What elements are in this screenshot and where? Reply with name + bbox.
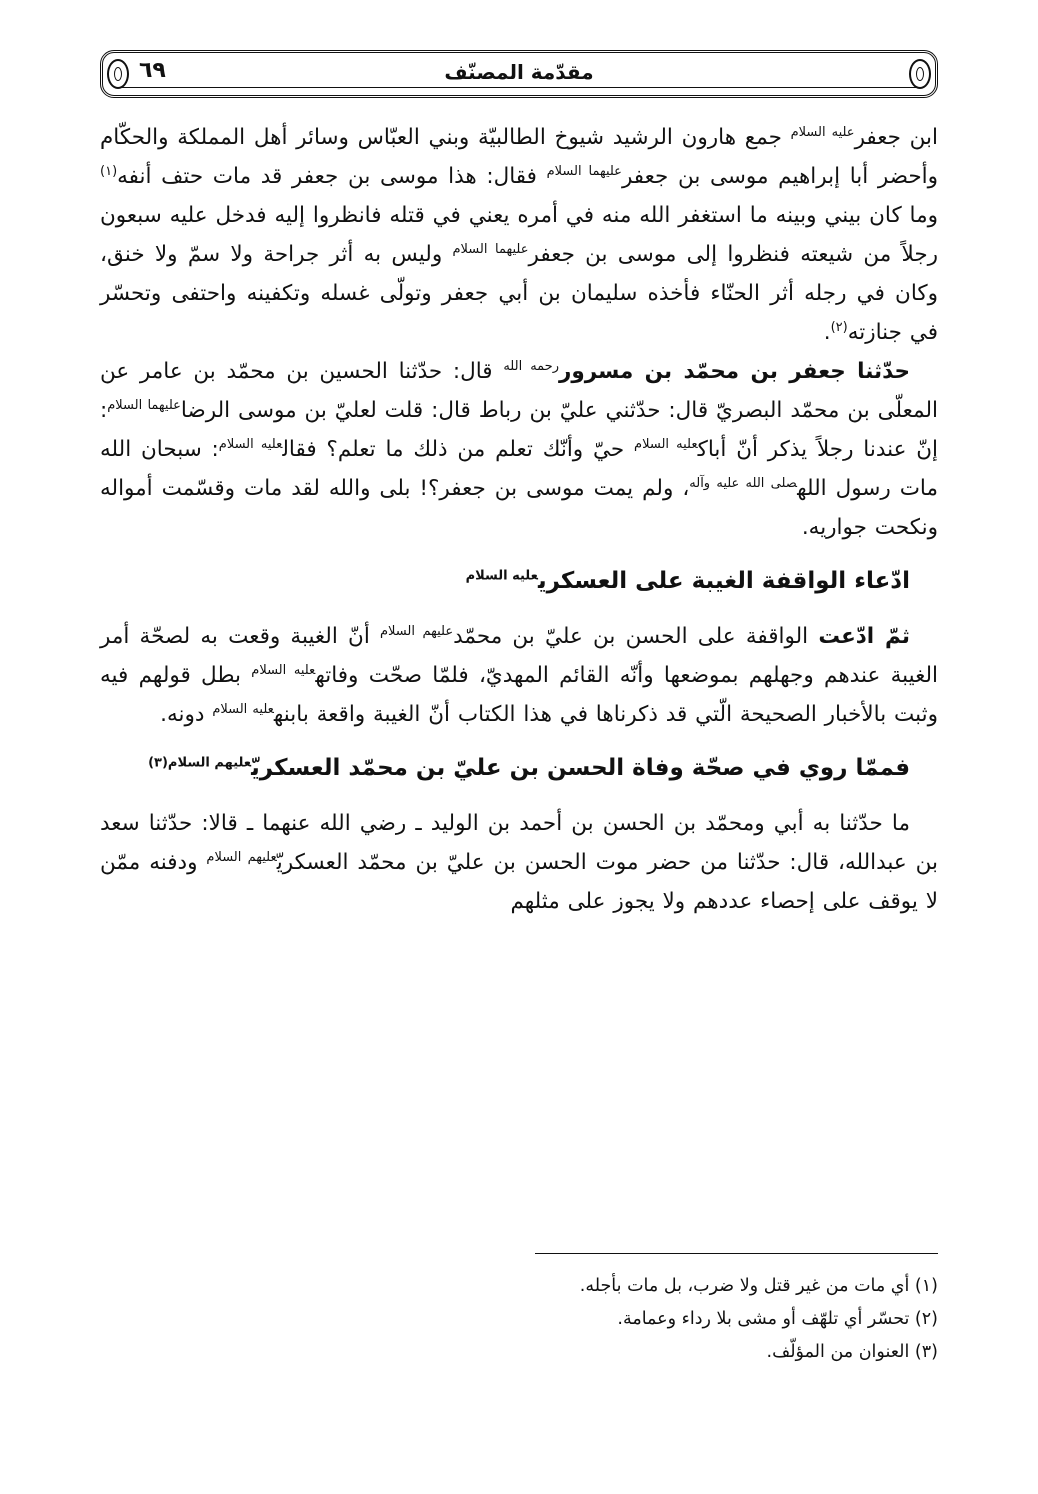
honorific: عليه السلام <box>212 701 274 717</box>
paragraph-3-text: دونه. <box>160 702 213 727</box>
section-heading-2-text: فممّا روي في صحّة وفاة الحسن بن عليّ بن محمّد العسكريّ <box>251 755 910 781</box>
page-number: ٦٩ <box>139 58 166 83</box>
section-heading-1-text: ادّعاء الواقفة الغيبة على العسكري <box>537 568 910 594</box>
paragraph-1-text: ابن جعفر <box>854 125 938 150</box>
honorific: عليه السلام <box>634 436 698 452</box>
paragraph-1-text: وليس به أثر جراحة ولا سمّ ولا خنق، وكان في رجله أثر الحنّاء فأخذه سليمان بن أبي جعفر وتولّى غسله وتكفينه واحتفى وتحسّر في جنازته <box>100 242 938 345</box>
paragraph-3-text: بطل قولهم فيه وثبت بالأخبار الصحيحة الّتي قد ذكرناها في هذا الكتاب أنّ الغيبة واقعة بابنه <box>100 663 938 727</box>
honorific: عليهم السلام <box>206 849 277 865</box>
honorific: عليه السلام <box>465 568 538 584</box>
footnote-ref-1[interactable]: (١) <box>100 163 118 179</box>
honorific: عليه السلام <box>218 436 283 452</box>
paragraph-1-text: . <box>823 320 831 345</box>
paragraph-4-text: ما حدّثنا به أبي ومحمّد بن الحسن بن أحمد بن الوليد ـ رضي الله عنهما ـ قالا: حدّثنا سعد بن عبدالله، قال: حدّثنا من حضر موت الحسن بن عليّ بن محمّد العسكريّ <box>100 811 938 875</box>
running-header <box>100 50 938 98</box>
paragraph-2-lead: حدّثنا جعفر بن محمّد بن مسرور <box>559 359 910 384</box>
paragraph-3 <box>100 617 938 734</box>
section-heading-2 <box>100 748 938 788</box>
paragraph-3-text: أنّ الغيبة وقعت به لصحّة أمر الغيبة عندهم وجهلهم بموضعها وأنّه القائم المهديّ، فلمّا صحّت وفاته <box>100 624 938 688</box>
footnote-separator <box>535 1253 938 1254</box>
paragraph-2-text: : إنّ عندنا رجلاً يذكر أنّ أباك <box>100 398 939 462</box>
paragraph-3-text: الواقفة على الحسن بن عليّ بن محمّد <box>453 624 819 649</box>
chapter-title: مقدّمة المصنّف <box>444 60 594 84</box>
honorific: عليهما السلام <box>107 397 181 413</box>
paragraph-1-text: فقال: هذا موسى بن جعفر قد مات حتف أنفه <box>117 164 547 189</box>
footnotes <box>100 1270 938 1369</box>
paragraph-4-text: ودفنه ممّن لا يوقف على إحصاء عددهم ولا يجوز على مثلهم <box>100 850 938 914</box>
main-text <box>100 118 938 921</box>
paragraph-2-text: حيّ وأنّك تعلم من ذلك ما تعلم؟ فقال <box>282 437 635 462</box>
footnote-3: (٣) العنوان من المؤلّف. <box>766 1342 938 1362</box>
paragraph-4 <box>100 804 938 921</box>
paragraph-1-text: جمع هارون الرشيد شيوخ الطالبيّة وبني العبّاس وسائر أهل المملكة والحكّام وأحضر أبا إبراهيم موسى بن جعفر <box>100 125 938 189</box>
footnote-ref-2[interactable]: (٢) <box>830 319 848 335</box>
paragraph-2-text: ، ولم يمت موسى بن جعفر؟! بلى والله لقد مات وقسّمت أمواله ونكحت جواريه. <box>100 476 938 540</box>
footnote-2: (٢) تحسّر أي تلهّف أو مشى بلا رداء وعمامة. <box>617 1309 938 1329</box>
honorific: عليه السلام <box>790 124 855 140</box>
footnote-1: (١) أي مات من غير قتل ولا ضرب، بل مات بأجله. <box>579 1276 938 1296</box>
honorific: رحمه الله <box>503 358 559 374</box>
paragraph-2-text: قال: حدّثنا الحسين بن محمّد بن عامر عن المعلّى بن محمّد البصريّ قال: حدّثني عليّ بن رباط قال: قلت لعليّ بن موسى الرضا <box>100 359 938 423</box>
honorific: صلى الله عليه وآله <box>689 475 798 491</box>
paragraph-2-text: : سبحان الله مات رسول الله <box>100 437 939 501</box>
honorific: عليهم السلام <box>167 755 252 771</box>
honorific: عليهما السلام <box>546 163 622 179</box>
honorific: عليهما السلام <box>452 241 529 257</box>
paragraph-3-lead: ثمّ ادّعت <box>818 624 910 649</box>
paragraph-1 <box>100 118 938 352</box>
section-heading-1 <box>100 561 938 601</box>
honorific: عليه السلام <box>251 662 316 678</box>
header-rule <box>117 87 921 88</box>
paragraph-1-text: وما كان بيني وبينه ما استغفر الله منه في أمره يعني في قتله فانظروا إليه فدخل عليه سبعون رجلاً من شيعته فنظروا إلى موسى بن جعفر <box>100 203 939 267</box>
footnote-ref-3[interactable]: (٣) <box>148 755 168 771</box>
paragraph-2 <box>100 352 938 547</box>
honorific: عليهم السلام <box>380 623 454 639</box>
